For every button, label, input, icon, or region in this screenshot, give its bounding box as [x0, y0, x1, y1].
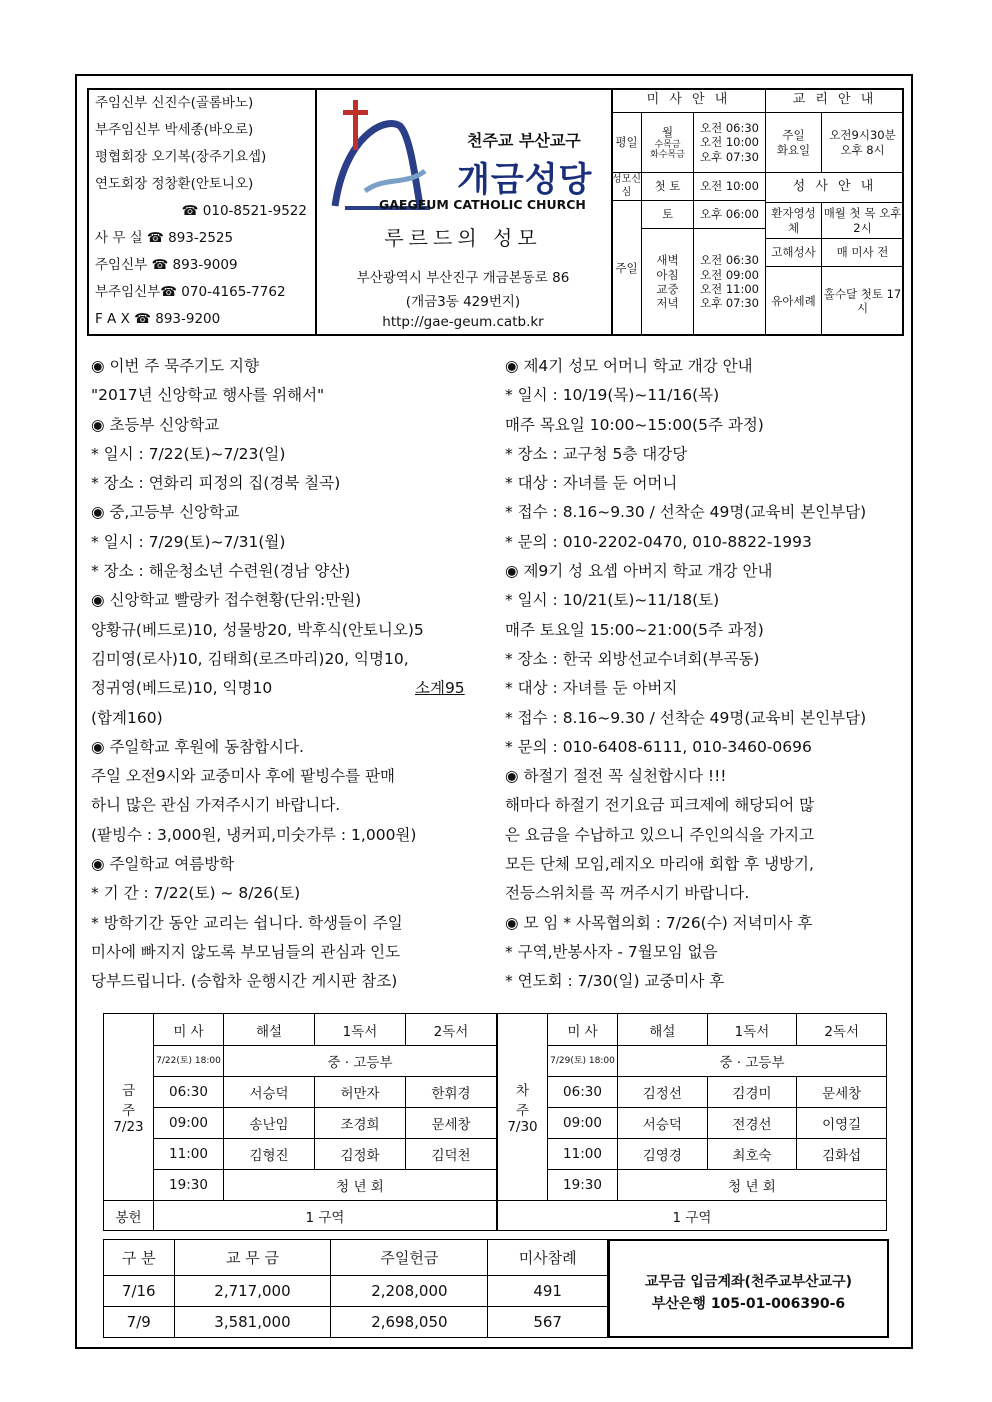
- sacrament-name: 유아세례: [766, 267, 822, 336]
- staff-line: 주임신부 ☎ 893-9009: [95, 257, 238, 273]
- staff-line: 부주임신부☎ 070-4165-7762: [95, 284, 286, 300]
- text-line: ◉ 모 임 * 사목협의회 : 7/26(수) 저녁미사 후: [505, 913, 813, 932]
- info-table: [765, 88, 904, 336]
- schedule-cell: 중 · 고등부: [618, 1046, 887, 1077]
- schedule-cell: 중 · 고등부: [224, 1046, 497, 1077]
- text-line: ◉ 제9기 성 요셉 아버지 학교 개강 안내: [505, 562, 773, 581]
- text-line: ◉ 주일학교 여름방학: [91, 855, 235, 874]
- text-line: 양황규(베드로)10, 성물방20, 박후식(안토니오)5: [91, 620, 424, 639]
- mass-time: 오전 06:30: [699, 253, 759, 268]
- mass-time: 오후 07:30: [699, 296, 759, 311]
- schedule-cell: 조경희: [315, 1108, 406, 1139]
- schedule-cell: 19:30: [154, 1170, 224, 1201]
- schedule-cell: 문세창: [406, 1108, 497, 1139]
- text-line: ◉ 중,고등부 신앙학교: [91, 503, 240, 522]
- schedule-cell: 11:00: [548, 1139, 618, 1170]
- text-line: * 연도회 : 7/30(일) 교중미사 후: [505, 972, 725, 991]
- sacrament-name: 환자영성체: [766, 203, 822, 239]
- staff-line: 사 무 실 ☎ 893-2525: [95, 230, 234, 246]
- text-line: * 장소 : 해운청소년 수련원(경남 양산): [91, 562, 351, 581]
- bulletin-page: [75, 74, 913, 1349]
- text-line: ◉ 하절기 절전 꼭 실천합시다 !!!: [505, 767, 727, 786]
- account-number: 부산은행 105-01-006390-6: [651, 1296, 846, 1312]
- schedule-cell: 김영경: [618, 1139, 708, 1170]
- schedule-cell: 청 년 회: [224, 1170, 497, 1201]
- fin-header: 미사참례: [488, 1240, 608, 1276]
- text-line: (팥빙수 : 3,000원, 냉커피,미숫가루 : 1,000원): [91, 825, 417, 844]
- mass-day: 첫 토: [642, 173, 694, 201]
- schedule-cell: 06:30: [154, 1077, 224, 1108]
- diocese-name: 천주교 부산교구: [467, 131, 581, 150]
- schedule-cell: 1독서: [315, 1014, 406, 1046]
- text-line: 당부드립니다. (승합차 운행시간 게시판 참조): [91, 972, 398, 991]
- schedule-cell: 해설: [618, 1014, 708, 1046]
- text-line: ◉ 제4기 성모 어머니 학교 개강 안내: [505, 357, 753, 375]
- text-line: 정귀영(베드로)10, 익명10: [91, 679, 273, 698]
- text-line: 매주 목요일 10:00~15:00(5주 과정): [505, 415, 764, 434]
- schedule-cell: 김형진: [224, 1139, 315, 1170]
- schedule-cell: 최호숙: [707, 1139, 797, 1170]
- mass-day: 저녁: [656, 296, 679, 311]
- text-line: * 장소 : 연화리 피정의 집(경북 칠곡): [91, 474, 341, 493]
- staff-line: 주임신부 신진수(골롬바노): [95, 95, 254, 111]
- mass-sunday: 주일: [612, 201, 642, 336]
- staff-line: ☎ 010-8521-9522: [181, 203, 307, 219]
- schedule-cell: 미 사: [154, 1014, 224, 1046]
- doctrine-time: 오후 8시: [840, 142, 885, 157]
- schedule-cell: 청 년 회: [618, 1170, 887, 1201]
- schedule-cell: 허만자: [315, 1077, 406, 1108]
- text-line: (합계160): [91, 708, 163, 727]
- schedule-cell: 미 사: [548, 1014, 618, 1046]
- address-line: 부산광역시 부산진구 개금본동로 86: [356, 270, 570, 286]
- fin-header: 주일헌금: [331, 1240, 488, 1276]
- fin-cell: 2,717,000: [174, 1275, 331, 1306]
- fin-cell: 7/9: [104, 1306, 175, 1337]
- text-line: ◉ 이번 주 묵주기도 지향: [91, 357, 259, 375]
- mass-title: 미 사 안 내: [612, 89, 766, 113]
- schedule-cell: 송난임: [224, 1108, 315, 1139]
- address-line: (개금3동 429번지): [405, 294, 521, 310]
- text-line: * 일시 : 10/19(목)~11/16(목): [505, 386, 720, 405]
- fin-cell: 491: [488, 1275, 608, 1306]
- schedule-cell: 한휘경: [406, 1077, 497, 1108]
- week-label: 주: [121, 1103, 136, 1119]
- mass-time: 오전 10:00: [699, 135, 759, 150]
- schedule-cell: 전경선: [707, 1108, 797, 1139]
- mass-vigil: 성모신심: [612, 173, 642, 201]
- text-line: 주일 오전9시와 교중미사 후에 팥빙수를 판매: [91, 767, 396, 786]
- text-line: * 문의 : 010-2202-0470, 010-8822-1993: [505, 532, 812, 551]
- schedule-cell: 봉헌: [104, 1201, 154, 1231]
- mass-day: 새벽: [656, 253, 679, 268]
- fin-cell: 7/16: [104, 1275, 175, 1306]
- mass-time: 오전 09:00: [699, 267, 759, 282]
- text-line: * 대상 : 자녀를 둔 어머니: [505, 474, 678, 493]
- text-line: * 일시 : 10/21(토)~11/18(토): [505, 591, 720, 610]
- schedule-cell: 09:00: [548, 1108, 618, 1139]
- mass-table: [611, 88, 766, 336]
- week-label: 7/30: [507, 1119, 538, 1135]
- schedule-cell: 김경미: [707, 1077, 797, 1108]
- week-label: 7/23: [113, 1119, 144, 1135]
- text-line: 하니 많은 관심 가져주시기 바랍니다.: [91, 796, 341, 815]
- schedule-cell: 서승덕: [618, 1108, 708, 1139]
- staff-list: [89, 90, 317, 334]
- schedule-cell: 1 구역: [154, 1201, 497, 1231]
- fin-header: 교 무 금: [174, 1240, 331, 1276]
- schedule-cell: 김정선: [618, 1077, 708, 1108]
- staff-line: 평협회장 오기복(장주기요셉): [95, 149, 267, 165]
- schedule-cell: 11:00: [154, 1139, 224, 1170]
- finance-table: [103, 1239, 608, 1338]
- week-label: 주: [515, 1103, 530, 1119]
- text-line: ◉ 초등부 신앙학교: [91, 415, 220, 434]
- church-subtitle: 루르드의 성모: [384, 226, 542, 250]
- schedule-cell: 이영길: [797, 1108, 887, 1139]
- text-line: 매주 토요일 15:00~21:00(5주 과정): [505, 620, 764, 639]
- church-name: 개금성당: [457, 160, 593, 200]
- account-box: [608, 1239, 889, 1338]
- staff-line: 연도회장 정창환(안토니오): [95, 176, 254, 192]
- text-line: ◉ 신앙학교 빨랑카 접수현황(단위:만원): [91, 591, 362, 610]
- schedule-cell: 7/29(토) 18:00: [548, 1046, 618, 1077]
- schedule-cell: 1 구역: [498, 1201, 887, 1231]
- sacrament-title: 성 사 안 내: [766, 173, 904, 203]
- schedule-cell: 19:30: [548, 1170, 618, 1201]
- mass-time: 오전 11:00: [699, 282, 759, 296]
- text-line: 모든 단체 모임,레지오 마리애 회합 후 냉방기,: [505, 855, 814, 874]
- schedule-cell: 해설: [224, 1014, 315, 1046]
- text-line: * 접수 : 8.16~9.30 / 선착순 49명(교육비 본인부담): [505, 503, 867, 522]
- fin-cell: 2,698,050: [331, 1306, 488, 1337]
- sacrament-time: 매 미사 전: [822, 239, 904, 267]
- mass-day: 교중: [656, 282, 679, 296]
- text-line: * 장소 : 교구청 5층 대강당: [505, 444, 688, 463]
- schedule-cell: 2독서: [797, 1014, 887, 1046]
- mass-time: 오전 06:30: [699, 120, 759, 135]
- doctrine-day: 주일: [782, 128, 805, 143]
- schedule-cell: 7/22(토) 18:00: [154, 1046, 224, 1077]
- doctrine-title: 교 리 안 내: [766, 89, 904, 113]
- mass-day: 월: [661, 125, 674, 140]
- fin-cell: 2,208,000: [331, 1275, 488, 1306]
- schedule-cell: 06:30: [548, 1077, 618, 1108]
- right-column: [505, 352, 905, 997]
- church-name-en: GAEGEUM CATHOLIC CHURCH: [379, 197, 586, 212]
- fin-cell: 567: [488, 1306, 608, 1337]
- sacrament-time: 매월 첫 목 오후 2시: [822, 203, 904, 239]
- schedule-cell: 09:00: [154, 1108, 224, 1139]
- schedule-this-week: [103, 1013, 497, 1231]
- text-line: 김미영(로사)10, 김태희(로즈마리)20, 익명10,: [91, 649, 409, 668]
- text-line: * 접수 : 8.16~9.30 / 선착순 49명(교육비 본인부담): [505, 708, 867, 727]
- mass-time: 오후 06:00: [694, 201, 766, 229]
- week-label: 금: [121, 1083, 136, 1099]
- fin-cell: 3,581,000: [174, 1306, 331, 1337]
- text-line: 해마다 하절기 전기요금 피크제에 해당되어 많: [505, 796, 815, 815]
- header: [87, 88, 904, 336]
- schedule-cell: 문세창: [797, 1077, 887, 1108]
- website-link[interactable]: http://gae-geum.catb.kr: [382, 314, 544, 330]
- text-line: "2017년 신앙학교 행사를 위해서": [91, 386, 325, 405]
- text-line: 전등스위치를 꼭 꺼주시기 바랍니다.: [505, 884, 750, 903]
- mass-day: 아침: [656, 267, 679, 282]
- text-line: * 장소 : 한국 외방선교수녀회(부곡동): [505, 649, 760, 668]
- schedule-cell: 2독서: [406, 1014, 497, 1046]
- staff-line: F A X ☎ 893-9200: [95, 311, 221, 327]
- schedule-cell: 김화섭: [797, 1139, 887, 1170]
- sacrament-name: 고해성사: [766, 239, 822, 267]
- schedule-cell: 1독서: [707, 1014, 797, 1046]
- mass-time: 오전 10:00: [694, 173, 766, 201]
- fin-header: 구 분: [104, 1240, 175, 1276]
- mass-day: 수목금: [654, 139, 681, 150]
- staff-line: 부주임신부 박세종(바오로): [95, 122, 254, 138]
- text-line: * 대상 : 자녀를 둔 아버지: [505, 679, 678, 698]
- mass-day: 토: [642, 201, 694, 229]
- text-line: * 구역,반봉사자 - 7월모임 없음: [505, 942, 718, 961]
- mass-weekday: 평일: [612, 113, 642, 173]
- week-label: 차: [515, 1083, 530, 1099]
- mass-day: 화수목금: [650, 149, 685, 160]
- text-line: * 일시 : 7/29(토)~7/31(월): [91, 532, 286, 551]
- subtotal: 소계95: [415, 679, 465, 697]
- schedule-next-week: [497, 1013, 887, 1231]
- text-line: 은 요금을 수납하고 있으니 주인의식을 가지고: [505, 825, 815, 844]
- schedule-cell: 김덕천: [406, 1139, 497, 1170]
- doctrine-time: 오전9시30분: [829, 128, 896, 143]
- doctrine-day: 화요일: [776, 142, 811, 157]
- mass-time: 오후 07:30: [699, 149, 759, 164]
- text-line: * 기 간 : 7/22(토) ~ 8/26(토): [91, 884, 301, 903]
- schedule-cell: 김정화: [315, 1139, 406, 1170]
- text-line: * 방학기간 동안 교리는 쉽니다. 학생들이 주일: [91, 913, 403, 932]
- text-line: * 문의 : 010-6408-6111, 010-3460-0696: [505, 737, 812, 756]
- text-line: * 일시 : 7/22(토)~7/23(일): [91, 444, 286, 463]
- account-title: 교무금 입금계좌(천주교부산교구): [644, 1274, 852, 1290]
- church-info: [317, 90, 613, 334]
- text-line: 미사에 빠지지 않도록 부모님들의 관심과 인도: [91, 942, 401, 961]
- schedule-cell: 서승덕: [224, 1077, 315, 1108]
- text-line: ◉ 주일학교 후원에 동참합시다.: [91, 737, 304, 756]
- sacrament-time: 홀수달 첫토 17시: [822, 267, 904, 336]
